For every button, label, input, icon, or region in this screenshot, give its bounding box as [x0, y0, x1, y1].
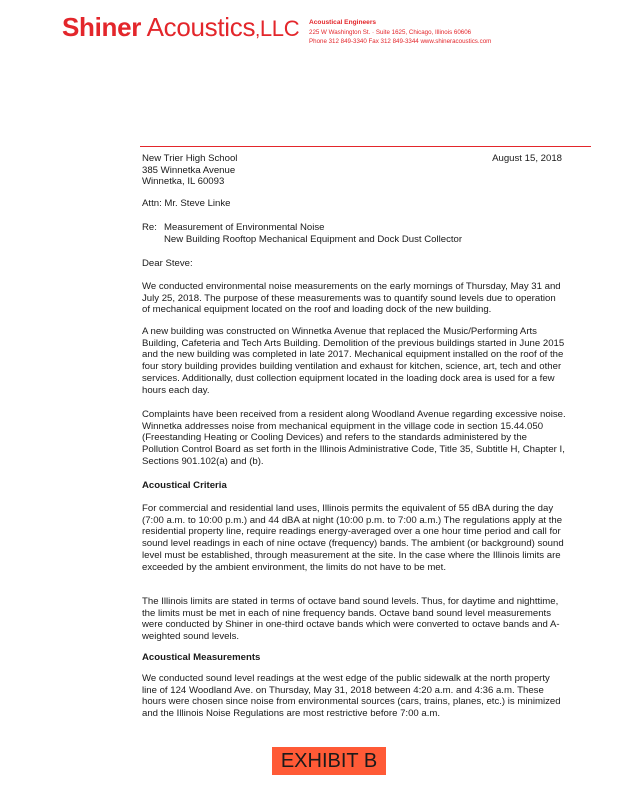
- salutation: Dear Steve:: [142, 258, 193, 269]
- company-name-separator: ,: [255, 20, 260, 40]
- company-logo: [62, 12, 299, 43]
- firm-address: 225 W Washington St. · Suite 1625, Chicago, Illinois 60606: [309, 28, 472, 36]
- firm-type: Acoustical Engineers: [309, 19, 377, 26]
- firm-phone: Phone 312 849-3340 Fax 312 849-3344 www.shineracoustics.com: [309, 38, 492, 46]
- exhibit-stamp: EXHIBIT B: [272, 747, 386, 775]
- recipient-name: New Trier High School: [142, 153, 238, 164]
- letterhead-contact: [309, 18, 491, 47]
- re-line-2: New Building Rooftop Mechanical Equipment and Dock Dust Collector: [164, 233, 463, 245]
- measurements-paragraph-1: We conducted sound level readings at the west edge of the public sidewalk at the north property line of 124 Woodland Ave. on Thursday, May 31, 2018 between 4:20 a.m. and 4:36 a.m. These hours were chosen since noise from environmental sources (cars, trains, planes, etc.) is minimized and the Illinois Noise Regulations are most restrictive before 7:00 a.m.: [142, 673, 561, 720]
- paragraph-2: A new building was constructed on Winnetka Avenue that replaced the Music/Performing Arts Building, Cafeteria and Tech Arts Building. Demolition of the previous buildings started in June 2015 and the new building was completed in late 2017. Mechanical equipment installed on the roof of the four story building provides building ventilation and exhaust for kitchen, science, art, tech and other services. Additionally, dust collection equipment located in the loading dock area is used for a few hours each day.: [142, 326, 565, 396]
- recipient-city: Winnetka, IL 60093: [142, 176, 225, 188]
- section-heading-measurements: Acoustical Measurements: [142, 652, 261, 663]
- recipient-street: 385 Winnetka Avenue: [142, 164, 236, 176]
- paragraph-3: Complaints have been received from a resident along Woodland Avenue regarding excessive noise. Winnetka addresses noise from mechanical equipment in the village code in section 15.44.050 (Freestanding Heating or Cooling Devices) and refers to the standards administered by the Pollution Control Board as set forth in the Illinois Administrative Code, Title 35, Subtitle H, Chapter I, Sections 901.102(a) and (b).: [142, 409, 566, 467]
- recipient-address: [142, 153, 237, 188]
- re-line-1: Measurement of Environmental Noise: [164, 222, 325, 233]
- re-label: Re:: [142, 222, 157, 233]
- criteria-paragraph-2: The Illinois limits are stated in terms of octave band sound levels. Thus, for daytime and nighttime, the limits must be met in each of nine frequency bands. Octave band sound level measurements were conducted by Shiner in one-third octave bands which were converted to octave bands and A-weighted sound levels.: [142, 596, 560, 643]
- company-name-rest: Acoustics: [141, 12, 256, 42]
- section-heading-criteria: Acoustical Criteria: [142, 480, 227, 491]
- letter-date: August 15, 2018: [492, 153, 562, 164]
- subject-block: [142, 222, 462, 245]
- attn-line: Attn: Mr. Steve Linke: [142, 198, 231, 209]
- letterhead-divider: [140, 146, 591, 147]
- paragraph-1: We conducted environmental noise measurements on the early mornings of Thursday, May 31 and July 25, 2018. The purpose of these measurements was to quantify sound levels due to operation of mechanical equipment located on the roof and loading dock of the new building.: [142, 281, 561, 316]
- company-name-bold: Shiner: [62, 12, 142, 42]
- criteria-paragraph-1: For commercial and residential land uses, Illinois permits the equivalent of 55 dBA during the day (7:00 a.m. to 10:00 p.m.) and 44 dBA at night (10:00 p.m. to 7:00 a.m.) The regulations apply at the residential property line, require readings energy-averaged over a one hour time period and call for sound level readings in each of nine octave (frequency) bands. The ambient (or background) sound level must be established, through measurement at the site. In the case where the Illinois limits are exceeded by the ambient environment, the limits do not have to be met.: [142, 503, 564, 573]
- company-name-llc: LLC: [259, 16, 300, 41]
